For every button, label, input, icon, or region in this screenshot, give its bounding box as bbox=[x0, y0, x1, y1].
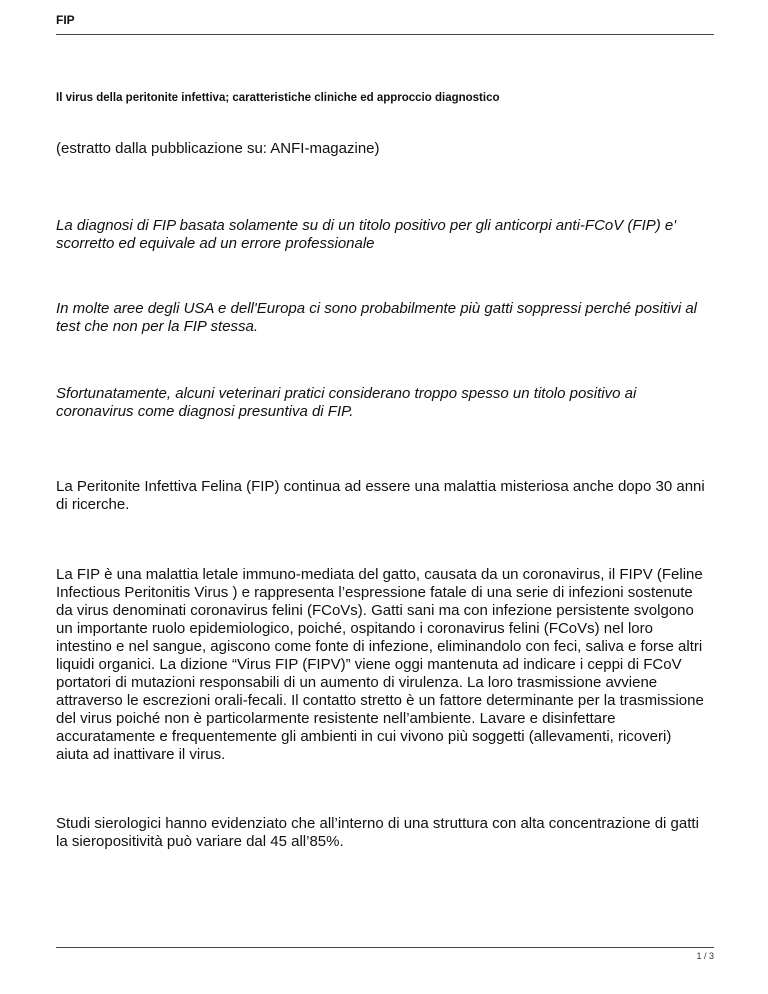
page-header bbox=[56, 12, 714, 35]
extract-note: (estratto dalla pubblicazione su: ANFI-magazine) bbox=[56, 140, 380, 157]
paragraph-1: La diagnosi di FIP basata solamente su di un titolo positivo per gli anticorpi anti-FCoV (FIP) e' scorretto ed equivale ad un errore professionale bbox=[56, 217, 677, 252]
paragraph-6: Studi sierologici hanno evidenziato che all’interno di una struttura con alta concentrazione di gatti la sieropositività può variare dal 45 all’85%. bbox=[56, 815, 699, 850]
page-footer bbox=[56, 947, 714, 961]
paragraph-2: In molte aree degli USA e dell'Europa ci sono probabilmente più gatti soppressi perché positivi al test che non per la FIP stessa. bbox=[56, 300, 698, 335]
header-title: FIP bbox=[56, 13, 75, 27]
page-number: 1 / 3 bbox=[696, 951, 714, 961]
document-title: Il virus della peritonite infettiva; caratteristiche cliniche ed approccio diagnostico bbox=[56, 92, 500, 104]
paragraph-3: Sfortunatamente, alcuni veterinari pratici considerano troppo spesso un titolo positivo ai coronavirus come diagnosi presuntiva di FIP. bbox=[56, 385, 637, 420]
paragraph-5: La FIP è una malattia letale immuno-mediata del gatto, causata da un coronavirus, il FIPV (Feline Infectious Peritonitis Virus ) e rappresenta l’espressione fatale di una serie di infezioni sostenute da virus denominati coronavirus felini (FCoVs). Gatti sani ma con infezione persistente svolgono un importante ruolo epidemiologico, poiché, ospitando i coronavirus felini (FCoVs) nel loro intestino e nel sangue, agiscono come fonte di infezione, eliminandolo con feci, saliva e forse altri liquidi organici. La dizione “Virus FIP (FIPV)” viene oggi mantenuta ad indicare i ceppi di FCoV portatori di mutazioni responsabili di un aumento di virulenza. La loro trasmissione avviene attraverso le escrezioni orali-fecali. Il contatto stretto è un fattore determinante per la trasmissione del virus poiché non è particolarmente resistente nell’ambiente. Lavare e disinfettare accuratamente e frequentemente gli ambienti in cui vivono più soggetti (allevamenti, ricoveri) aiuta ad inattivare il virus. bbox=[56, 566, 704, 763]
paragraph-4: La Peritonite Infettiva Felina (FIP) continua ad essere una malattia misteriosa anche dopo 30 anni di ricerche. bbox=[56, 478, 705, 513]
